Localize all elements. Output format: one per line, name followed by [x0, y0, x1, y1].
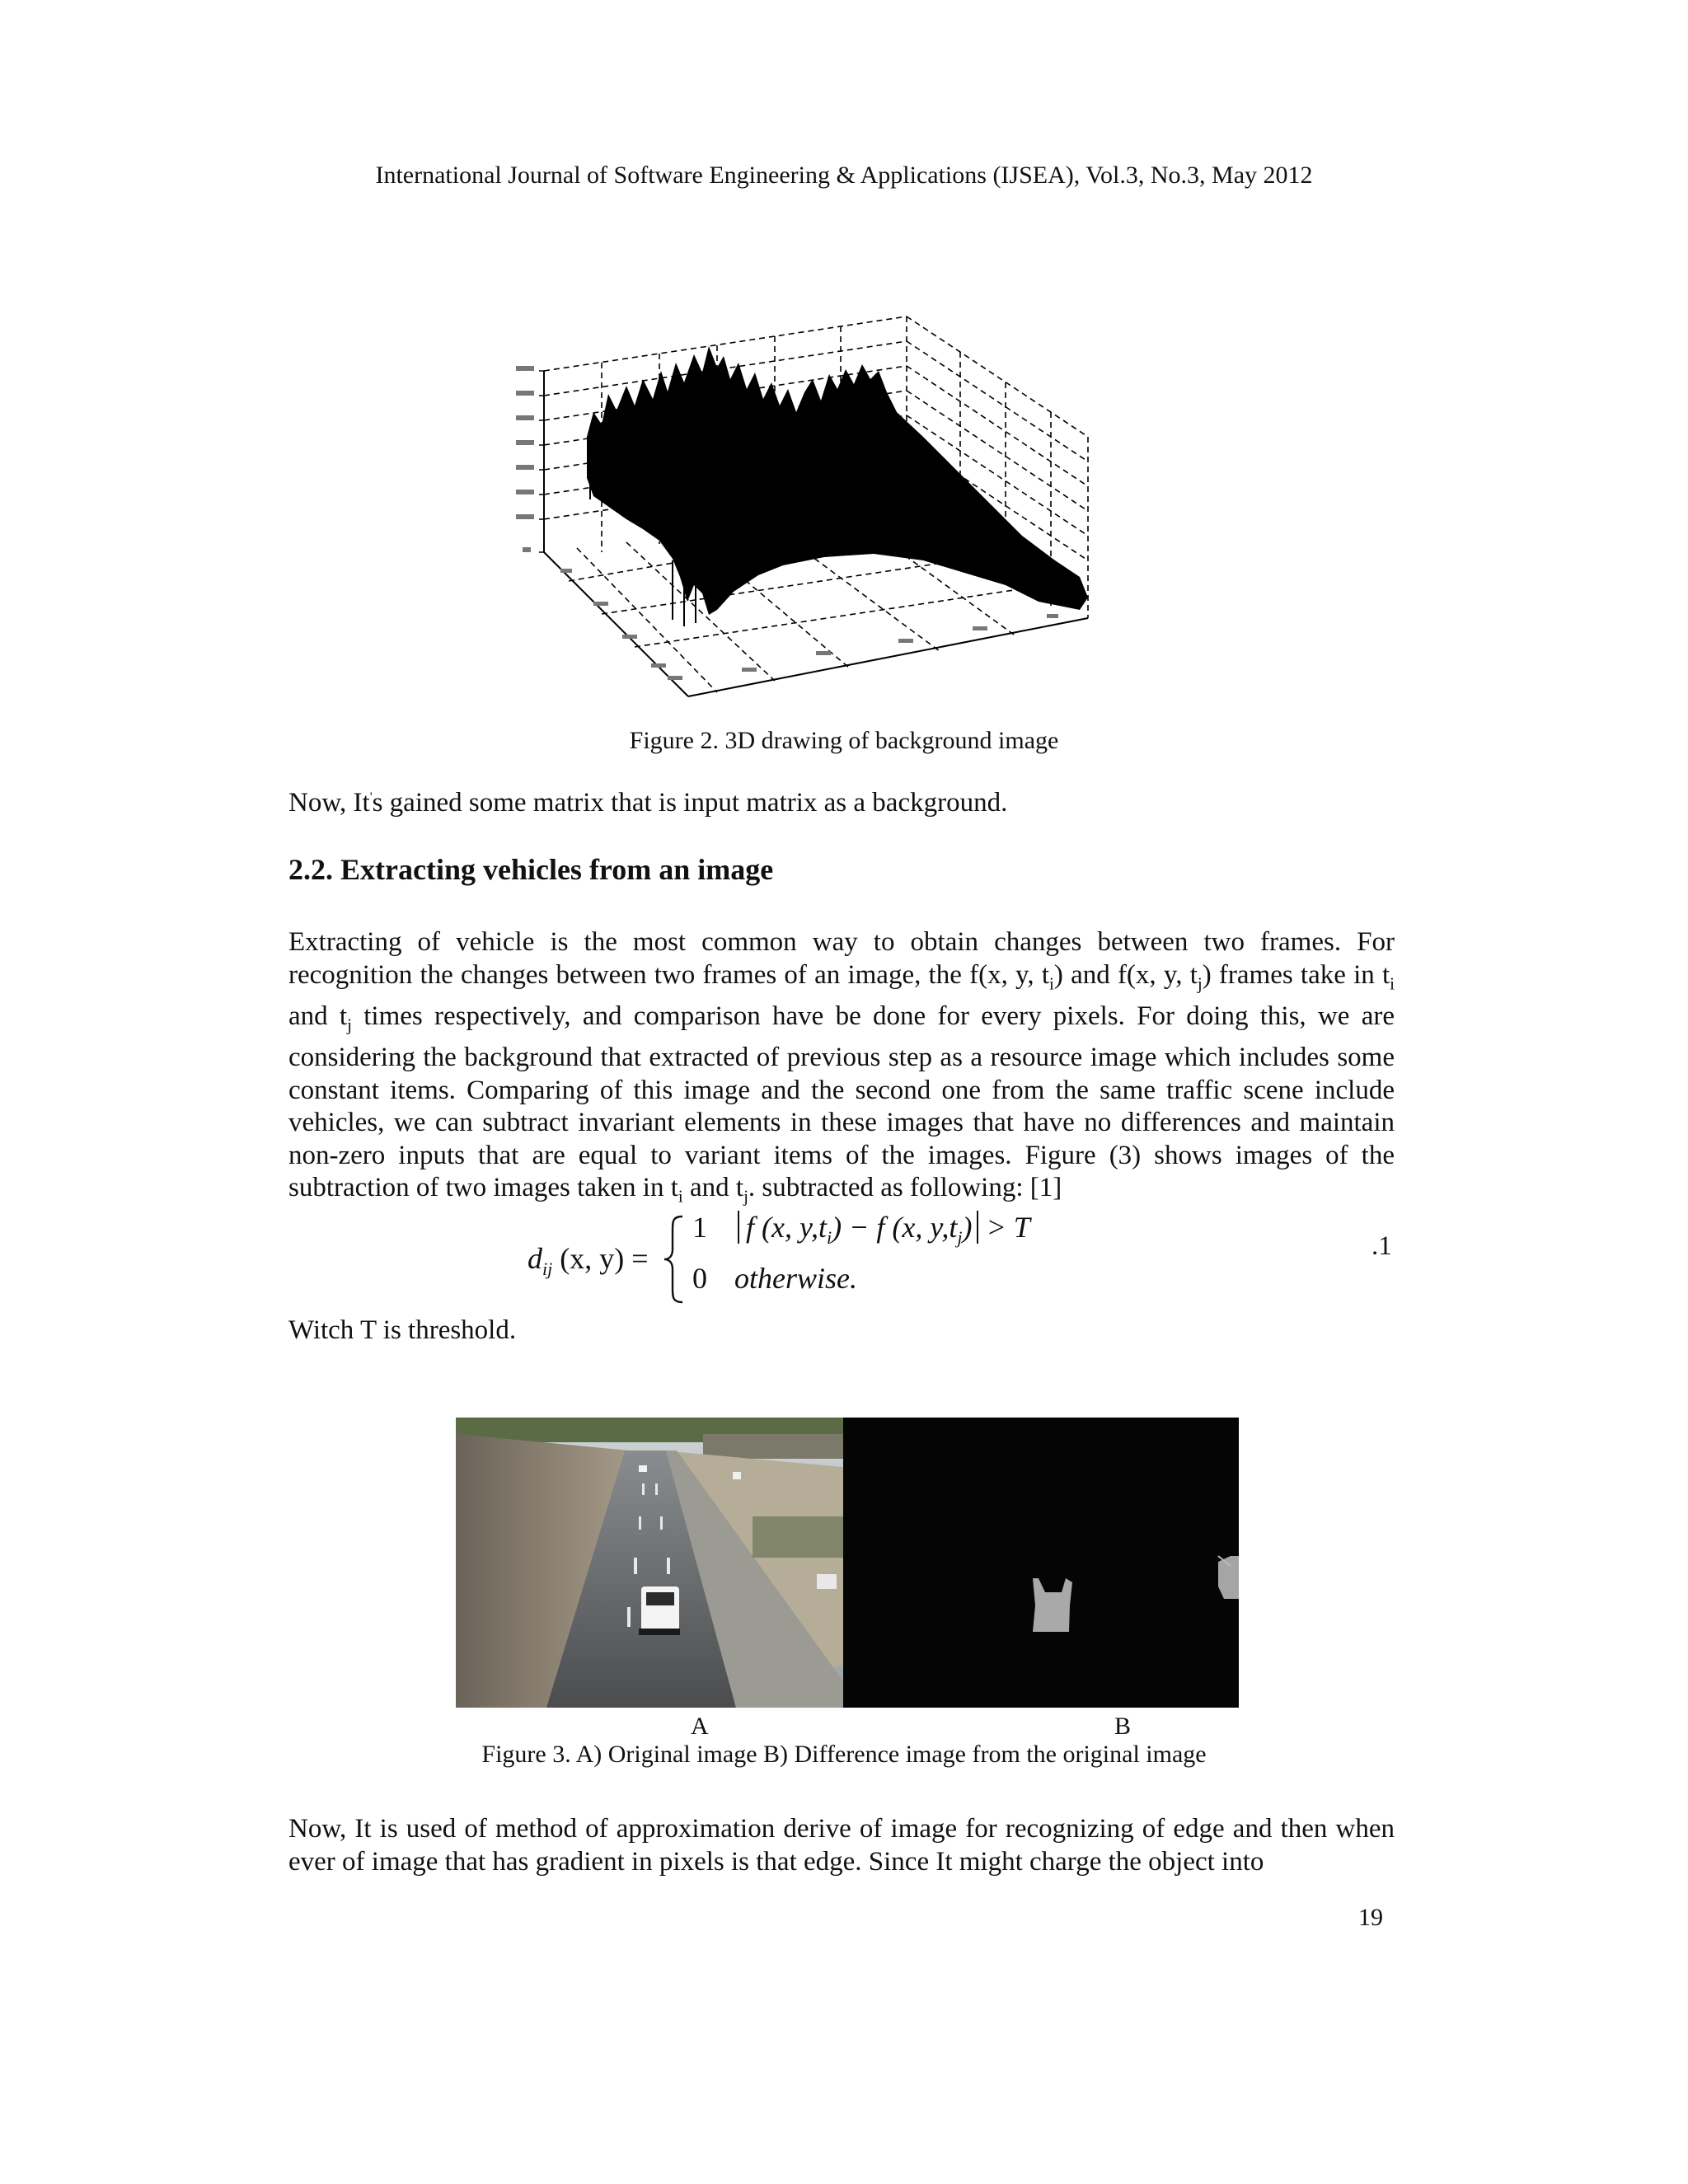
figure-2-caption: Figure 2. 3D drawing of background image	[629, 727, 1059, 754]
figure-3-caption: Figure 3. A) Original image B) Difference image from the original image	[481, 1741, 1207, 1768]
body-paragraph-extracting: Extracting of vehicle is the most common way to obtain changes between two frames. For recognition the changes between two frames of an image, the f(x, y, $t_i$) and f(x, y, $t_j$) frames take in $t_i$ and $t_j$ times respectively, and comparison have be done for every pixels. For doing this, we are considering the background that extracted of previous step as a resource image which includes some constant items. Comparing of this image and the second one from the same traffic scene include vehicles, we can subtract invariant elements in these images that have no differences and maintain non-zero inputs that are equal to variant items of the images. Figure (3) shows images of the subtraction of two images taken in $t_i$ and $t_j$. subtracted as following: [1]	[288, 927, 1395, 1207]
figure-3a-original-image	[456, 1418, 843, 1708]
body-paragraph-edge: Now, It is used of method of approximation derive of image for recognizing of edge and then when ever of image that has gradient in pixels is that edge. Since It might charge the object into	[288, 1814, 1395, 1877]
section-heading: 2.2. Extracting vehicles from an image	[288, 853, 774, 886]
sentence-threshold: Witch T is threshold.	[288, 1315, 517, 1345]
figure-2-3d-surface	[511, 313, 1104, 701]
page-number: 19	[1358, 1904, 1383, 1931]
equation-case-1: 1 f (x, $y,t_i) - f$ (x, $y,t_j) > T$	[692, 1211, 1030, 1249]
figure-3-label-a: A	[691, 1713, 709, 1740]
equation-case-2: 0 otherwise.	[692, 1262, 857, 1295]
sentence-background-matrix: Now, It's gained some matrix that is input matrix as a background.	[288, 788, 1008, 818]
figure-3b-difference-image	[843, 1418, 1239, 1708]
figure-3-label-b: B	[1114, 1713, 1132, 1740]
difference-equation	[528, 1210, 1154, 1309]
equation-lhs: $d_{ij}$ (x, y) =	[528, 1242, 649, 1280]
equation-brace	[661, 1213, 686, 1305]
journal-header: International Journal of Software Engineering & Applications (IJSEA), Vol.3, No.3, May 2012	[375, 162, 1313, 189]
equation-number: .1	[1372, 1231, 1392, 1261]
